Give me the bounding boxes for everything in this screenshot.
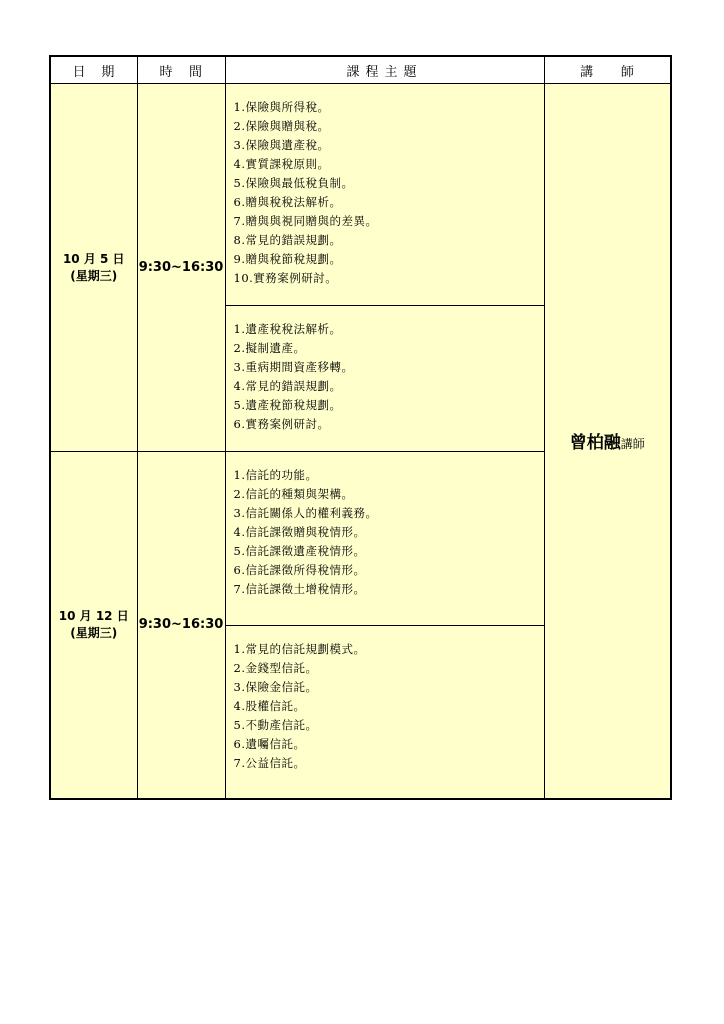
topic-item: 10.實務案例研討。 [233,271,338,285]
topic-item: 8.常見的錯誤規劃。 [233,233,342,247]
session-2-weekday: (星期三) [70,625,118,640]
topic-item: 5.遺產稅節稅規劃。 [233,398,342,412]
session-2-date-cell [50,452,137,799]
header-time: 時 間 [137,56,225,84]
header-topic: 課程主題 [225,56,544,84]
topic-item: 1.保險與所得稅。 [233,100,330,114]
topic-item: 6.實務案例研討。 [233,417,330,431]
topic-item: 1.常見的信託規劃模式。 [233,642,366,656]
topic-item: 5.信託課徵遺產稅情形。 [233,544,366,558]
topic-item: 2.金錢型信託。 [233,661,318,675]
session-1-row-a [50,84,671,306]
topic-item: 1.遺產稅稅法解析。 [233,322,342,336]
topic-list [226,306,544,434]
topic-item: 1.信託的功能。 [233,468,318,482]
topic-item: 4.信託課徵贈與稅情形。 [233,525,366,539]
topic-item: 6.贈與稅稅法解析。 [233,195,342,209]
topic-item: 4.常見的錯誤規劃。 [233,379,342,393]
session-1-topic-block-1 [225,84,544,306]
topic-item: 3.重病期間資產移轉。 [233,360,354,374]
topic-item: 6.信託課徵所得稅情形。 [233,563,366,577]
topic-item: 5.不動產信託。 [233,718,318,732]
topic-item: 2.信託的種類與架構。 [233,487,354,501]
topic-item: 3.信託關係人的權利義務。 [233,506,378,520]
topic-item: 9.贈與稅節稅規劃。 [233,252,342,266]
session-2-time: 9:30~16:30 [137,452,225,799]
topic-item: 6.遺囑信託。 [233,737,306,751]
topic-item: 3.保險金信託。 [233,680,318,694]
header-date: 日 期 [50,56,137,84]
topic-item: 2.擬制遺產。 [233,341,306,355]
session-1-weekday: (星期三) [70,268,118,283]
header-row [50,56,671,84]
session-2-topic-block-2 [225,626,544,799]
topic-item: 7.信託課徵土增稅情形。 [233,582,366,596]
topic-list [226,626,544,773]
header-teacher: 講 師 [544,56,671,84]
session-1-date-cell [50,84,137,452]
topic-item: 3.保險與遺產稅。 [233,138,330,152]
session-2-topic-block-1 [225,452,544,626]
topic-item: 4.實質課稅原則。 [233,157,330,171]
topic-item: 7.贈與與視同贈與的差異。 [233,214,378,228]
topic-item: 2.保險與贈與稅。 [233,119,330,133]
teacher-title: 講師 [620,437,645,452]
teacher-cell [544,84,671,799]
course-schedule-table [49,55,672,800]
topic-item: 5.保險與最低稅負制。 [233,176,354,190]
session-1-topic-block-2 [225,306,544,452]
topic-list [226,84,544,288]
topic-list [226,452,544,599]
session-1-time: 9:30~16:30 [137,84,225,452]
teacher-name: 曾柏融 [569,433,621,454]
topic-item: 4.股權信託。 [233,699,306,713]
session-2-date: 10 月 12 日 [58,608,129,623]
topic-item: 7.公益信託。 [233,756,306,770]
session-1-date: 10 月 5 日 [62,251,125,266]
